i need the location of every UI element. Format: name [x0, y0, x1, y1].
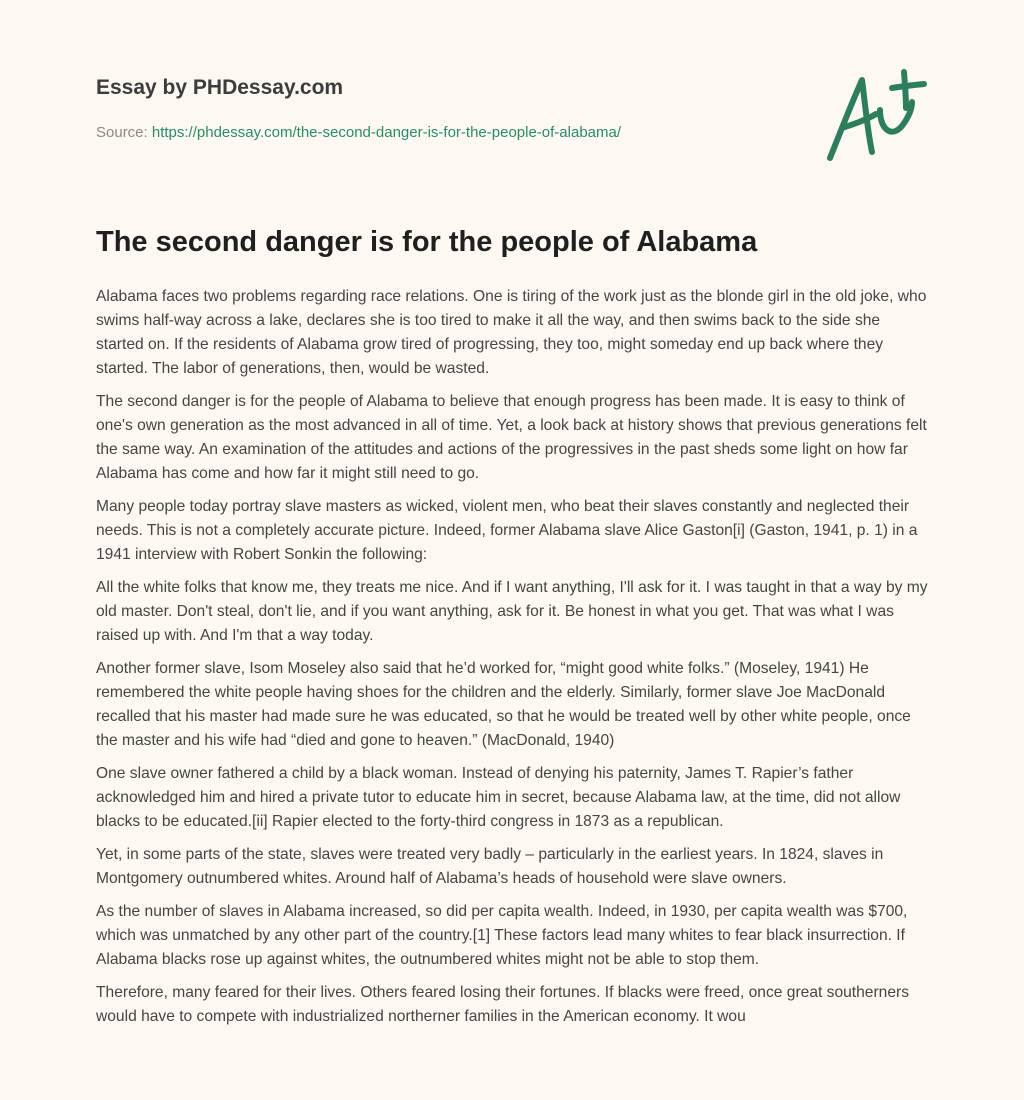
essay-paragraph: The second danger is for the people of Alabama to believe that enough progress has been made. It is easy to think of one's own generation as the most advanced in all of time. Yet, a look back at history shows that previous generations felt the same way. An examination of the attitudes and actions of the progressives in the past sheds some light on how far Alabama has come and how far it might still need to go.	[96, 393, 927, 482]
essay-paragraph: Another former slave, Isom Moseley also said that he’d worked for, “might good white folks.” (Moseley, 1941) He remembered the white people having shoes for the children and the elderly. Similarly, former slave Joe MacDonald recalled that his master had made sure he was educated, so that he would be treated well by other white people, once the master and his wife had “died and gone to heaven.” (MacDonald, 1940)	[96, 660, 911, 749]
a-plus-logo-icon	[820, 66, 930, 166]
essay-paragraph: Alabama faces two problems regarding race relations. One is tiring of the work just as the blonde girl in the old joke, who swims half-way across a lake, declares she is too tired to make it all the way, and then swims back to the side she started on. If the residents of Alabama grow tired of progressing, they too, might someday end up back where they started. The labor of generations, then, would be wasted.	[96, 288, 927, 377]
essay-title: The second danger is for the people of Alabama	[96, 226, 758, 258]
essay-paragraph: Yet, in some parts of the state, slaves were treated very badly – particularly in the earliest years. In 1824, slaves in Montgomery outnumbered whites. Around half of Alabama’s heads of household were slave owners.	[96, 846, 884, 887]
essay-paragraph: Therefore, many feared for their lives. Others feared losing their fortunes. If blacks were freed, once great southerners would have to compete with industrialized northerner families in the American economy. It wou	[96, 984, 910, 1025]
essay-paragraph: One slave owner fathered a child by a black woman. Instead of denying his paternity, James T. Rapier’s father acknowledged him and hired a private tutor to educate him in secret, because Alabama law, at the time, did not allow blacks to be educated.[ii] Rapier elected to the forty-third congress in 1873 as a republican.	[96, 765, 901, 830]
essay-body	[96, 285, 930, 1038]
essay-paragraph: As the number of slaves in Alabama increased, so did per capita wealth. Indeed, in 1930, per capita wealth was $700, which was unmatched by any other part of the country.[1] These factors lead many whites to fear black insurrection. If Alabama blacks rose up against whites, the outnumbered whites might not be able to stop them.	[96, 903, 908, 968]
source-line	[96, 124, 621, 141]
site-title: Essay by PHDessay.com	[96, 76, 344, 99]
essay-paragraph: Many people today portray slave masters as wicked, violent men, who beat their slaves constantly and neglected their needs. This is not a completely accurate picture. Indeed, former Alabama slave Alice Gaston[i] (Gaston, 1941, p. 1) in a 1941 interview with Robert Sonkin the following:	[96, 498, 918, 563]
essay-quote-paragraph: All the white folks that know me, they treats me nice. And if I want anything, I'll ask for it. I was taught in that a way by my old master. Don't steal, don't lie, and if you want anything, ask for it. Be honest in what you get. That was what I was raised up with. And I'm that a way today.	[96, 579, 928, 644]
source-label: Source:	[96, 124, 148, 141]
source-link[interactable]: https://phdessay.com/the-second-danger-is-for-the-people-of-alabama/	[151, 124, 622, 141]
